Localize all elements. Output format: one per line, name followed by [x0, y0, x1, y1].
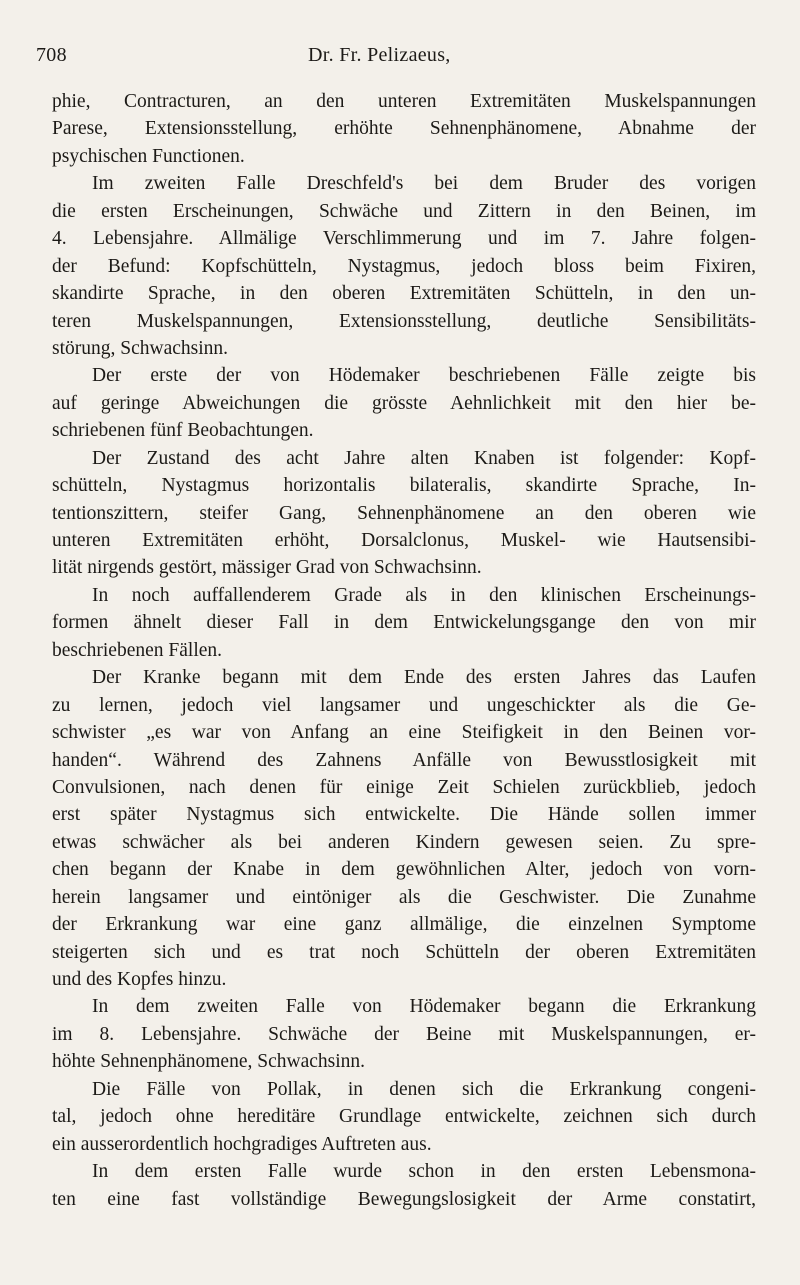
text-line: formen ähnelt dieser Fall in dem Entwickelungsgange den von mir — [52, 612, 756, 634]
text-line: tal, jedoch ohne hereditäre Grundlage entwickelte, zeichnen sich durch — [52, 1106, 756, 1128]
text-line: auf geringe Abweichungen die grösste Aehnlichkeit mit den hier be- — [52, 392, 756, 414]
text-line: höhte Sehnenphänomene, Schwachsinn. — [52, 1051, 366, 1073]
text-line: der Befund: Kopfschütteln, Nystagmus, jedoch bloss beim Fixiren, — [52, 255, 756, 277]
text-line: Convulsionen, nach denen für einige Zeit Schielen zurückblieb, jedoch — [52, 776, 756, 798]
text-line: steigerten sich und es trat noch Schütteln der oberen Extremitäten — [52, 941, 756, 963]
text-line: der Erkrankung war eine ganz allmälige, die einzelnen Symptome — [52, 914, 756, 936]
text-line: Im zweiten Falle Dreschfeld's bei dem Bruder des vorigen — [92, 173, 756, 195]
text-line: beschriebenen Fällen. — [52, 639, 223, 661]
text-line: phie, Contracturen, an den unteren Extremitäten Muskelspannungen — [52, 91, 756, 112]
running-title: Dr. Fr. Pelizaeus, — [308, 44, 451, 66]
text-line: zu lernen, jedoch viel langsamer und ungeschickter als die Ge- — [52, 694, 756, 716]
text-line: Die Fälle von Pollak, in denen sich die Erkrankung congeni- — [92, 1078, 756, 1100]
text-line: erst später Nystagmus sich entwickelte. Die Hände sollen immer — [52, 804, 756, 826]
text-line: störung, Schwachsinn. — [52, 337, 229, 359]
text-line: Der Kranke begann mit dem Ende des ersten Jahres das Laufen — [92, 667, 756, 689]
text-line: handen“. Während des Zahnens Anfälle von Bewusstlosigkeit mit — [52, 749, 756, 771]
body-text — [52, 88, 756, 1213]
text-line: schwister „es war von Anfang an eine Steifigkeit in den Beinen vor- — [52, 722, 756, 744]
text-line: In dem zweiten Falle von Hödemaker begann die Erkrankung — [92, 996, 756, 1018]
page-header — [36, 44, 756, 74]
text-line: Der Zustand des acht Jahre alten Knaben ist folgender: Kopf- — [92, 447, 756, 469]
page-number: 708 — [36, 44, 67, 66]
text-line: psychischen Functionen. — [52, 145, 245, 167]
text-line: Der erste der von Hödemaker beschriebenen Fälle zeigte bis — [92, 365, 756, 387]
text-line: teren Muskelspannungen, Extensionsstellung, deutliche Sensibilitäts- — [52, 310, 756, 332]
text-line: ein ausserordentlich hochgradiges Auftreten aus. — [52, 1133, 432, 1155]
text-line: und des Kopfes hinzu. — [52, 969, 227, 990]
text-line: skandirte Sprache, in den oberen Extremitäten Schütteln, in den un- — [52, 283, 756, 305]
text-line: im 8. Lebensjahre. Schwäche der Beine mit Muskelspannungen, er- — [52, 1023, 756, 1045]
text-line: 4. Lebensjahre. Allmälige Verschlimmerung und im 7. Jahre folgen- — [52, 228, 756, 250]
text-line: schriebenen fünf Beobachtungen. — [52, 420, 314, 442]
text-line: schütteln, Nystagmus horizontalis bilateralis, skandirte Sprache, In- — [52, 475, 756, 497]
text-line: ten eine fast vollständige Bewegungslosigkeit der Arme constatirt, — [52, 1188, 756, 1210]
text-line: In dem ersten Falle wurde schon in den ersten Lebensmona- — [92, 1161, 756, 1183]
text-line: In noch auffallenderem Grade als in den klinischen Erscheinungs- — [92, 584, 756, 606]
text-line: herein langsamer und eintöniger als die Geschwister. Die Zunahme — [52, 886, 756, 908]
text-line: Parese, Extensionsstellung, erhöhte Sehnenphänomene, Abnahme der — [52, 118, 756, 140]
text-line: unteren Extremitäten erhöht, Dorsalclonus, Muskel- wie Hautsensibi- — [52, 530, 756, 551]
text-line: tentionszittern, steifer Gang, Sehnenphänomene an den oberen wie — [52, 502, 756, 524]
text-line: lität nirgends gestört, mässiger Grad von Schwachsinn. — [52, 557, 482, 579]
text-line: chen begann der Knabe in dem gewöhnlichen Alter, jedoch von vorn- — [52, 859, 756, 881]
text-line: die ersten Erscheinungen, Schwäche und Zittern in den Beinen, im — [52, 200, 756, 222]
text-line: etwas schwächer als bei anderen Kindern gewesen seien. Zu spre- — [52, 831, 756, 853]
